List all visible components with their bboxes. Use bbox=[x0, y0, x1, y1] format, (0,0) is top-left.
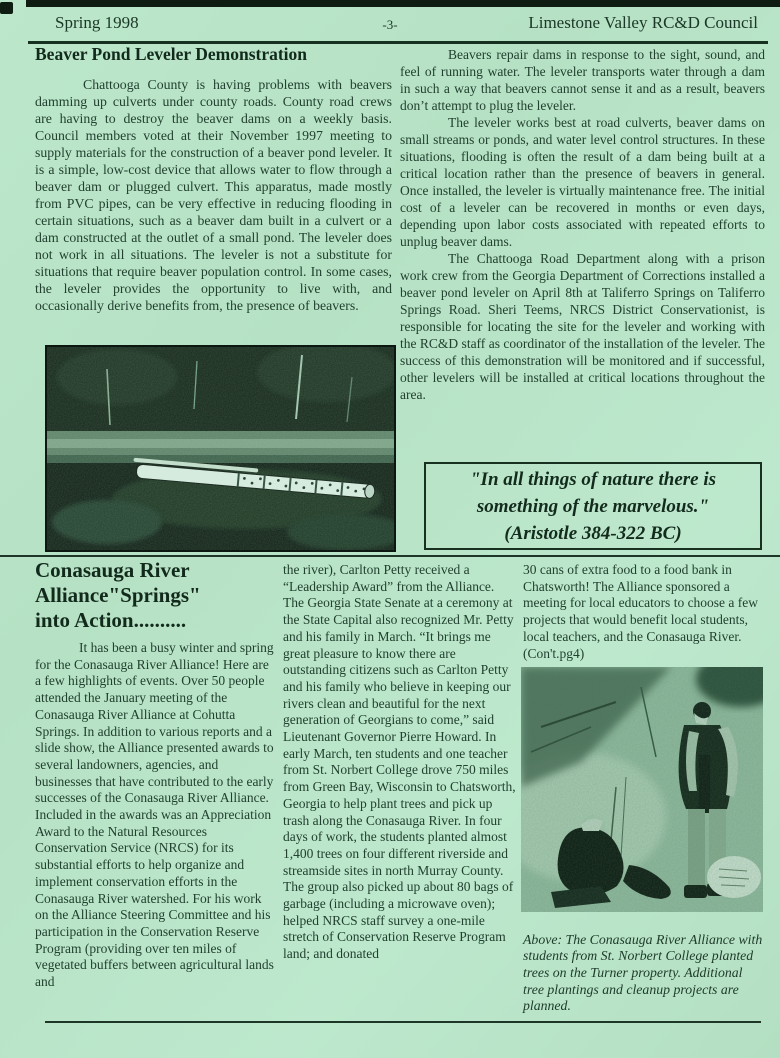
section-divider-rule bbox=[0, 555, 780, 557]
beaver-article-right-column bbox=[400, 46, 765, 403]
conasauga-article-title bbox=[35, 558, 275, 633]
article-paragraph: Chattooga County is having problems with beavers damming up culverts under county roads. County road crews are having to destroy the beaver dams on a weekly basis. Council members voted at their November 1997 meeting to supply materials for the construction of a beaver pond leveler. It is a simple, low-cost device that allows water to flow through a beaver dam or plugged culvert. This apparatus, made mostly from PVC pipes, can be very effective in reducing flooding in certain situations, such as a beaver dam built in a culvert or a dam constructed at the outlet of a small pond. The leveler does not work in all situations. The leveler is not a substitute for situations that require beaver population control. In some cases, the leveler provides the opportunity to live with, and occasionally derive benefits from, the presence of beavers. bbox=[35, 77, 392, 313]
aristotle-quote-box bbox=[424, 462, 762, 550]
page-number: -3- bbox=[382, 17, 398, 32]
article-paragraph: The Chattooga Road Department along with a prison work crew from the Georgia Department of Corrections installed a beaver pond leveler on April 8th at Taliferro Springs on Taliferro Springs Road. Sheri Teems, NRCS District Conservationist, is responsible for locating the site for the leveler and working with the RC&D staff as coordinator of the installation of the leveler. The success of this demonstration will be monitored and if successful, other levelers will be installed at critical locations throughout the area. bbox=[400, 251, 765, 402]
article-paragraph: Beavers repair dams in response to the sight, sound, and feel of running water. The leveler transports water through a dam in such a way that beavers cannot sense it and as a result, beavers don’t attempt to plug the leveler. bbox=[400, 47, 765, 113]
conasauga-article-column-3 bbox=[523, 562, 765, 662]
quote-line: "In all things of nature there is bbox=[470, 469, 716, 490]
tree-planting-photo bbox=[521, 667, 763, 912]
quote-line: something of the marvelous." bbox=[476, 496, 710, 517]
beaver-article-left-column bbox=[35, 44, 392, 314]
conasauga-article-column-1 bbox=[35, 558, 275, 991]
article-paragraph: the river), Carlton Petty received a “Leadership Award” from the Alliance. The Georgia State Senate at a ceremony at the State Capital also recognized Mr. Petty and his family in March. “It brings me great pleasure to know there are outstanding citizens such as Carlton Petty and his family who believe in keeping our rivers clean and beautiful for the next generation of Georgians to come,” said Lieutenant Governor Pierre Howard. In early March, ten students and one teacher from St. Norbert College drove 750 miles from Green Bay, Wisconsin to Chatsworth, Georgia to help plant trees and pick up trash along the Conasauga River. In four days of work, the students planted almost 1,400 trees on four different riverside and streamside sites in north Murray County. The group also picked up about 80 bags of garbage (including a microwave oven); helped NRCS staff survey a one-mile stretch of Conservation Reserve Program land; and donated bbox=[283, 562, 516, 962]
page-bottom-rule bbox=[45, 1021, 761, 1023]
article-paragraph: 30 cans of extra food to a food bank in Chatsworth! The Alliance sponsored a meeting for local educators to choose a few projects that would benefit local students, local teachers, and the Conasauga River. (Con't.pg4) bbox=[523, 562, 759, 661]
title-line: into Action.......... bbox=[35, 608, 187, 632]
conasauga-article-column-2 bbox=[283, 562, 516, 963]
article-paragraph: The leveler works best at road culverts, beaver dams on small streams or ponds, and water level control structures. In these situations, flooding is often the result of a dam being built at a critical location rather than the presence of beavers in general. Once installed, the leveler is virtually maintenance free. The initial cost of a leveler can be recovered in months or even days, depending upon labor costs associated with repeated efforts to unplug beaver dams. bbox=[400, 115, 765, 249]
title-line: Conasauga River bbox=[35, 558, 190, 582]
issue-season: Spring 1998 bbox=[55, 13, 139, 32]
photo-caption: Above: The Conasauga River Alliance with students from St. Norbert College planted trees on the Turner property. Additional tree plantings and cleanup projects are planned. bbox=[523, 931, 763, 1014]
beaver-article-title: Beaver Pond Leveler Demonstration bbox=[35, 44, 308, 64]
beaver-pond-leveler-photo bbox=[45, 345, 396, 552]
page-header bbox=[0, 13, 780, 39]
tree-planting-illustration bbox=[521, 667, 763, 912]
article-paragraph: It has been a busy winter and spring for the Conasauga River Alliance! Here are a few highlights of events. Over 50 people attended the January meeting of the Conasauga River Alliance at Cohutta Springs. In addition to various reports and a slide show, the Alliance presented awards to several landowners, agencies, and businesses that have contributed to the early successes of the Conasauga River Alliance. Included in the awards was an Appreciation Award to the Natural Resources Conservation Service (NRCS) for its substantial efforts to help organize and implement conservation efforts in the Conasauga River watershed. For his work on the Alliance Steering Committee and his participation in the Conservation Reserve Program (providing over ten miles of vegetated buffers between agricultural lands and bbox=[35, 640, 274, 990]
beaver-pond-leveler-illustration bbox=[47, 347, 394, 550]
quote-line: (Aristotle 384-322 BC) bbox=[504, 523, 682, 544]
organization-name: Limestone Valley RC&D Council bbox=[528, 13, 758, 32]
scan-artifact-top-bar bbox=[26, 0, 780, 7]
title-line: Alliance"Springs" bbox=[35, 583, 201, 607]
